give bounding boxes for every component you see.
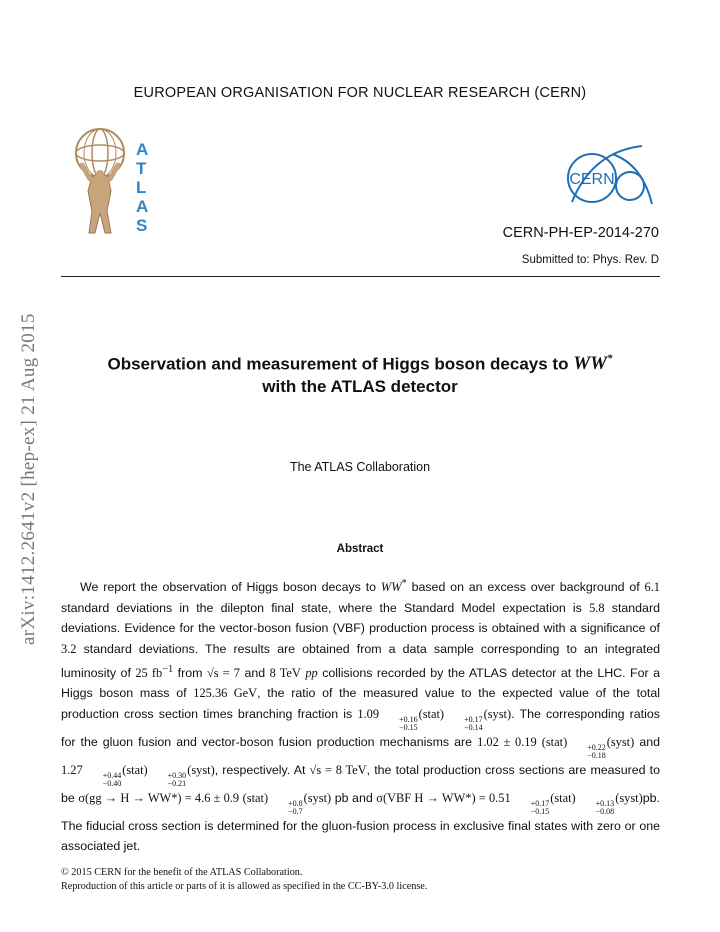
abstract-text: We report the observation of Higgs boson decays to WW* based on an excess over background of 6.1 standard deviations in the dilepton final state, where the Standard Model expectation is 5.8 standard deviations. Evidence for the vector-boson fusion (VBF) production process is obtained with a significance of 3.2 standard deviations. The results are obtained from a data sample corresponding to an integrated luminosity of 25 $fb^{-1}$ from √s = 7 and 8 TeV pp collisions recorded by the ATLAS detector at the LHC. For a Higgs boson mass of 125.36 GeV, the ratio of the measured value to the expected value of the total production cross section times branching fraction is 1.09 +0.16 −0.15 (stat) +0.17 −0.14 (syst). The corresponding ratios for the gluon fusion and vector-boson fusion production mechanisms are 1.02 ± 0.19 (stat) +0.22 −0.18 (syst) and 1.27 +0.44 −0.40 (stat) +0.30 −0.21 (syst), respectively. At √s = 8 TeV, the total production cross sections are measured to be σ(gg → H → WW*) = 4.6 ± 0.9 (stat) +0.8 −0.7 (syst) pb and σ(VBF H → WW*) = 0.51 +0.17 −0.15 (stat) +0.13 −0.08 (syst)pb. The fiducial cross section is determined for the gluon-fusion process in exclusive final states with zero or one associated jet. bbox=[61, 578, 661, 854]
title-math: WW* bbox=[573, 353, 613, 375]
atlas-logo bbox=[64, 125, 154, 235]
atlas-letter-l: L bbox=[136, 178, 147, 197]
report-number: CERN-PH-EP-2014-270 bbox=[502, 225, 659, 241]
cern-logo bbox=[552, 136, 662, 226]
atlas-letter-t: T bbox=[136, 159, 147, 178]
atlas-letter-a1: A bbox=[136, 140, 149, 159]
cern-logo-text: CERN bbox=[569, 171, 615, 188]
atlas-letter-s: S bbox=[136, 216, 148, 235]
license-line: Reproduction of this article or parts of it is allowed as specified in the CC-BY-3.0 license. bbox=[61, 881, 428, 892]
title-line2: with the ATLAS detector bbox=[262, 377, 458, 397]
submitted-to: Submitted to: Phys. Rev. D bbox=[521, 254, 659, 266]
organisation-header: EUROPEAN ORGANISATION FOR NUCLEAR RESEARCH (CERN) bbox=[133, 85, 587, 101]
footer bbox=[61, 866, 427, 894]
abstract-heading: Abstract bbox=[336, 543, 384, 555]
authors: The ATLAS Collaboration bbox=[289, 460, 431, 474]
arxiv-stamp: arXiv:1412.2641v2 [hep-ex] 21 Aug 2015 bbox=[18, 313, 39, 645]
atlas-letter-a2: A bbox=[136, 197, 149, 216]
atlas-figure-icon bbox=[76, 129, 124, 233]
header-divider bbox=[61, 276, 660, 277]
title-line1: Observation and measurement of Higgs boson decays to bbox=[107, 354, 569, 374]
paper-title bbox=[0, 348, 720, 398]
copyright-line: © 2015 CERN for the benefit of the ATLAS Collaboration. bbox=[61, 867, 303, 878]
